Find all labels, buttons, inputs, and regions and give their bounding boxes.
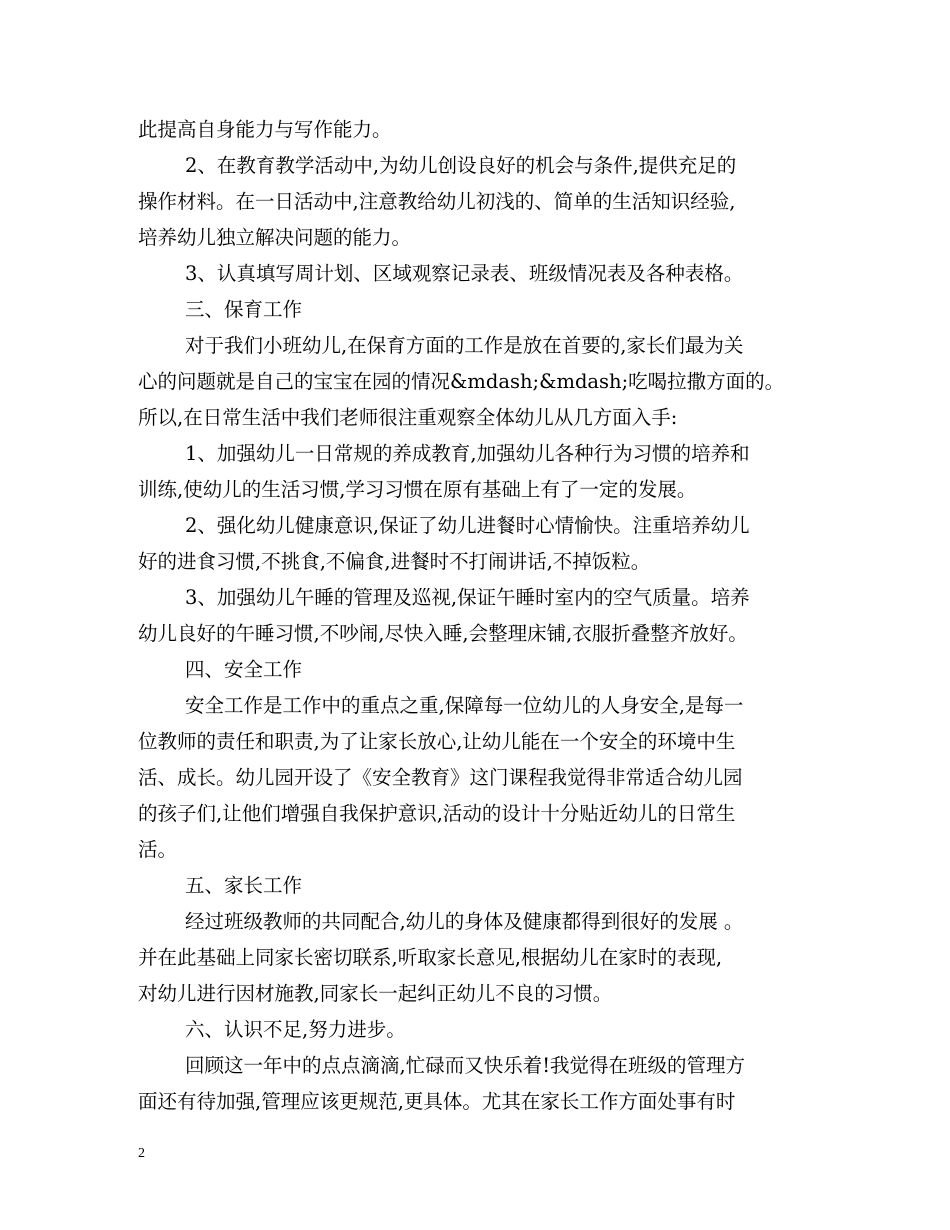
text-line: 所以,在日常生活中我们老师很注重观察全体幼儿从几方面入手: [138, 406, 678, 429]
text-line: 心的问题就是自己的宝宝在园的情况&mdash;&mdash;吃喝拉撒方面的。 [138, 370, 785, 393]
text-line: 培养幼儿独立解决问题的能力。 [138, 226, 412, 249]
text-line: 2、在教育教学活动中,为幼儿创设良好的机会与条件,提供充足的 [185, 154, 737, 177]
text-line: 经过班级教师的共同配合,幼儿的身体及健康都得到很好的发展 。 [185, 910, 744, 933]
text-line: 面还有待加强,管理应该更规范,更具体。尤其在家长工作方面处事有时 [138, 1090, 736, 1113]
text-line: 安全工作是工作中的重点之重,保障每一位幼儿的人身安全,是每一 [185, 694, 744, 717]
text-line: 训练,使幼儿的生活习惯,学习习惯在原有基础上有了一定的发展。 [138, 478, 697, 501]
text-line: 活。 [138, 838, 178, 861]
text-line: 六、认识不足,努力进步。 [185, 1018, 406, 1041]
text-line: 好的进食习惯,不挑食,不偏食,进餐时不打闹讲话,不掉饭粒。 [138, 550, 651, 573]
text-line: 并在此基础上同家长密切联系,听取家长意见,根据幼儿在家时的表现, [138, 946, 723, 969]
page-number: 2 [138, 1146, 145, 1161]
text-line: 3、认真填写周计划、区域观察记录表、班级情况表及各种表格。 [185, 262, 744, 285]
text-line: 五、家长工作 [185, 874, 303, 897]
text-line: 3、加强幼儿午睡的管理及巡视,保证午睡时室内的空气质量。培养 [185, 586, 750, 609]
text-line: 对幼儿进行因材施教,同家长一起纠正幼儿不良的习惯。 [138, 982, 613, 1005]
text-line: 2、强化幼儿健康意识,保证了幼儿进餐时心情愉快。注重培养幼儿 [185, 514, 750, 537]
text-line: 1、加强幼儿一日常规的养成教育,加强幼儿各种行为习惯的培养和 [185, 442, 750, 465]
text-line: 回顾这一年中的点点滴滴,忙碌而又快乐着!我觉得在班级的管理方 [185, 1054, 746, 1077]
document-body [138, 112, 818, 1120]
text-line: 对于我们小班幼儿,在保育方面的工作是放在首要的,家长们最为关 [185, 334, 744, 357]
text-line: 活、成长。幼儿园开设了《安全教育》这门课程我觉得非常适合幼儿园 [138, 766, 743, 789]
text-line: 的孩子们,让他们增强自我保护意识,活动的设计十分贴近幼儿的日常生 [138, 802, 736, 825]
text-line: 操作材料。在一日活动中,注意教给幼儿初浅的、简单的生活知识经验, [138, 190, 736, 213]
text-line: 四、安全工作 [185, 658, 303, 681]
text-line: 位教师的责任和职责,为了让家长放心,让幼儿能在一个安全的环境中生 [138, 730, 736, 753]
text-line: 幼儿良好的午睡习惯,不吵闹,尽快入睡,会整理床铺,衣服折叠整齐放好。 [138, 622, 748, 645]
text-line: 三、保育工作 [185, 298, 303, 321]
text-line: 此提高自身能力与写作能力。 [138, 118, 392, 141]
